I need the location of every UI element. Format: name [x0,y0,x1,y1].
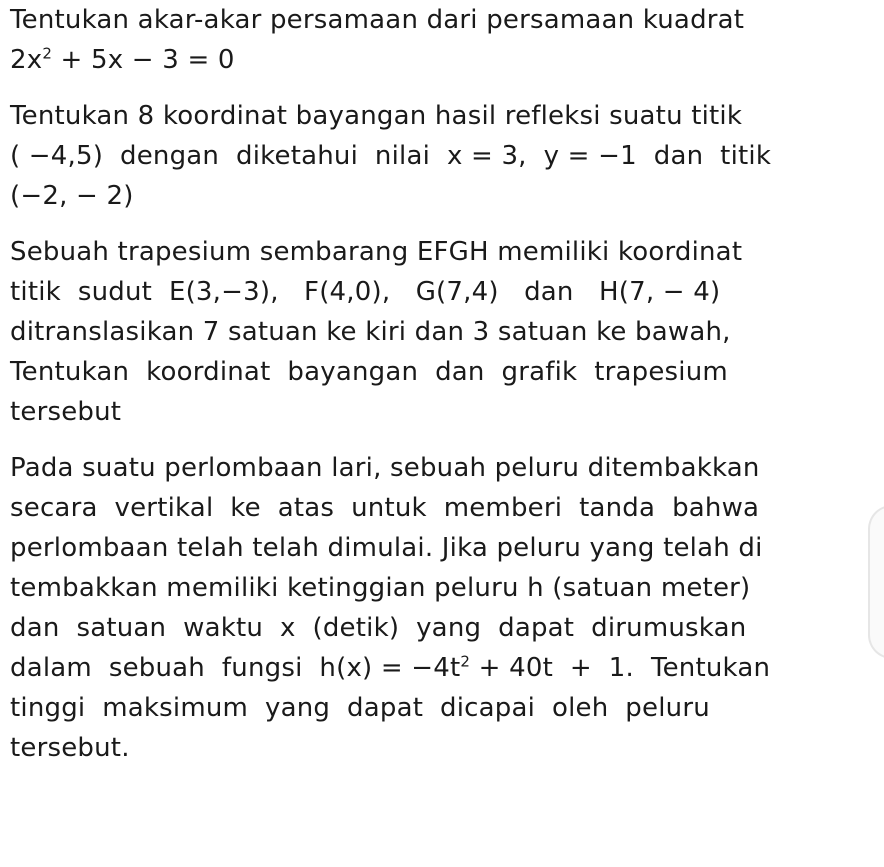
equation-rest: + 5x − 3 = 0 [52,45,235,75]
problem-2-line-3: (−2, − 2) [10,181,134,211]
problem-4-line-3: perlombaan telah telah dimulai. Jika peluru yang telah di [10,533,763,563]
problem-4-line-7: tinggi maksimum yang dapat dicapai oleh peluru [10,693,710,723]
problem-4-line-1: Pada suatu perlombaan lari, sebuah peluru ditembakkan [10,453,760,483]
problem-1-equation [10,40,876,80]
exponent: 2 [42,44,53,63]
problem-3-line-4: Tentukan koordinat bayangan dan grafik trapesium [10,357,728,387]
problem-4-line-8: tersebut. [10,733,130,763]
function-text: dalam sebuah fungsi h(x) = −4t [10,653,461,683]
equation-term: 2x [10,45,43,75]
page-curl-edge [868,505,884,659]
problem-4-line-5: dan satuan waktu x (detik) yang dapat dirumuskan [10,613,747,643]
problem-4-line-4: tembakkan memiliki ketinggian peluru h (satuan meter) [10,573,751,603]
problem-1-line-1: Tentukan akar-akar persamaan dari persamaan kuadrat [10,5,745,35]
problem-3 [10,232,876,432]
problem-3-line-5: tersebut [10,397,122,427]
function-rest: + 40t + 1. Tentukan [470,653,771,683]
problem-2-line-2: ( −4,5) dengan diketahui nilai x = 3, y = −1 dan titik [10,141,772,171]
problem-4-line-2: secara vertikal ke atas untuk memberi tanda bahwa [10,493,760,523]
problem-3-line-1: Sebuah trapesium sembarang EFGH memiliki koordinat [10,237,743,267]
problem-2 [10,96,876,216]
exponent: 2 [460,652,471,671]
problem-1 [10,0,876,80]
problem-2-line-1: Tentukan 8 koordinat bayangan hasil refleksi suatu titik [10,101,743,131]
problem-3-line-2: titik sudut E(3,−3), F(4,0), G(7,4) dan H(7, − 4) [10,277,721,307]
problem-3-line-3: ditranslasikan 7 satuan ke kiri dan 3 satuan ke bawah, [10,317,731,347]
problem-4 [10,448,876,768]
worksheet-page [10,0,876,768]
problem-4-line-6 [10,648,876,688]
